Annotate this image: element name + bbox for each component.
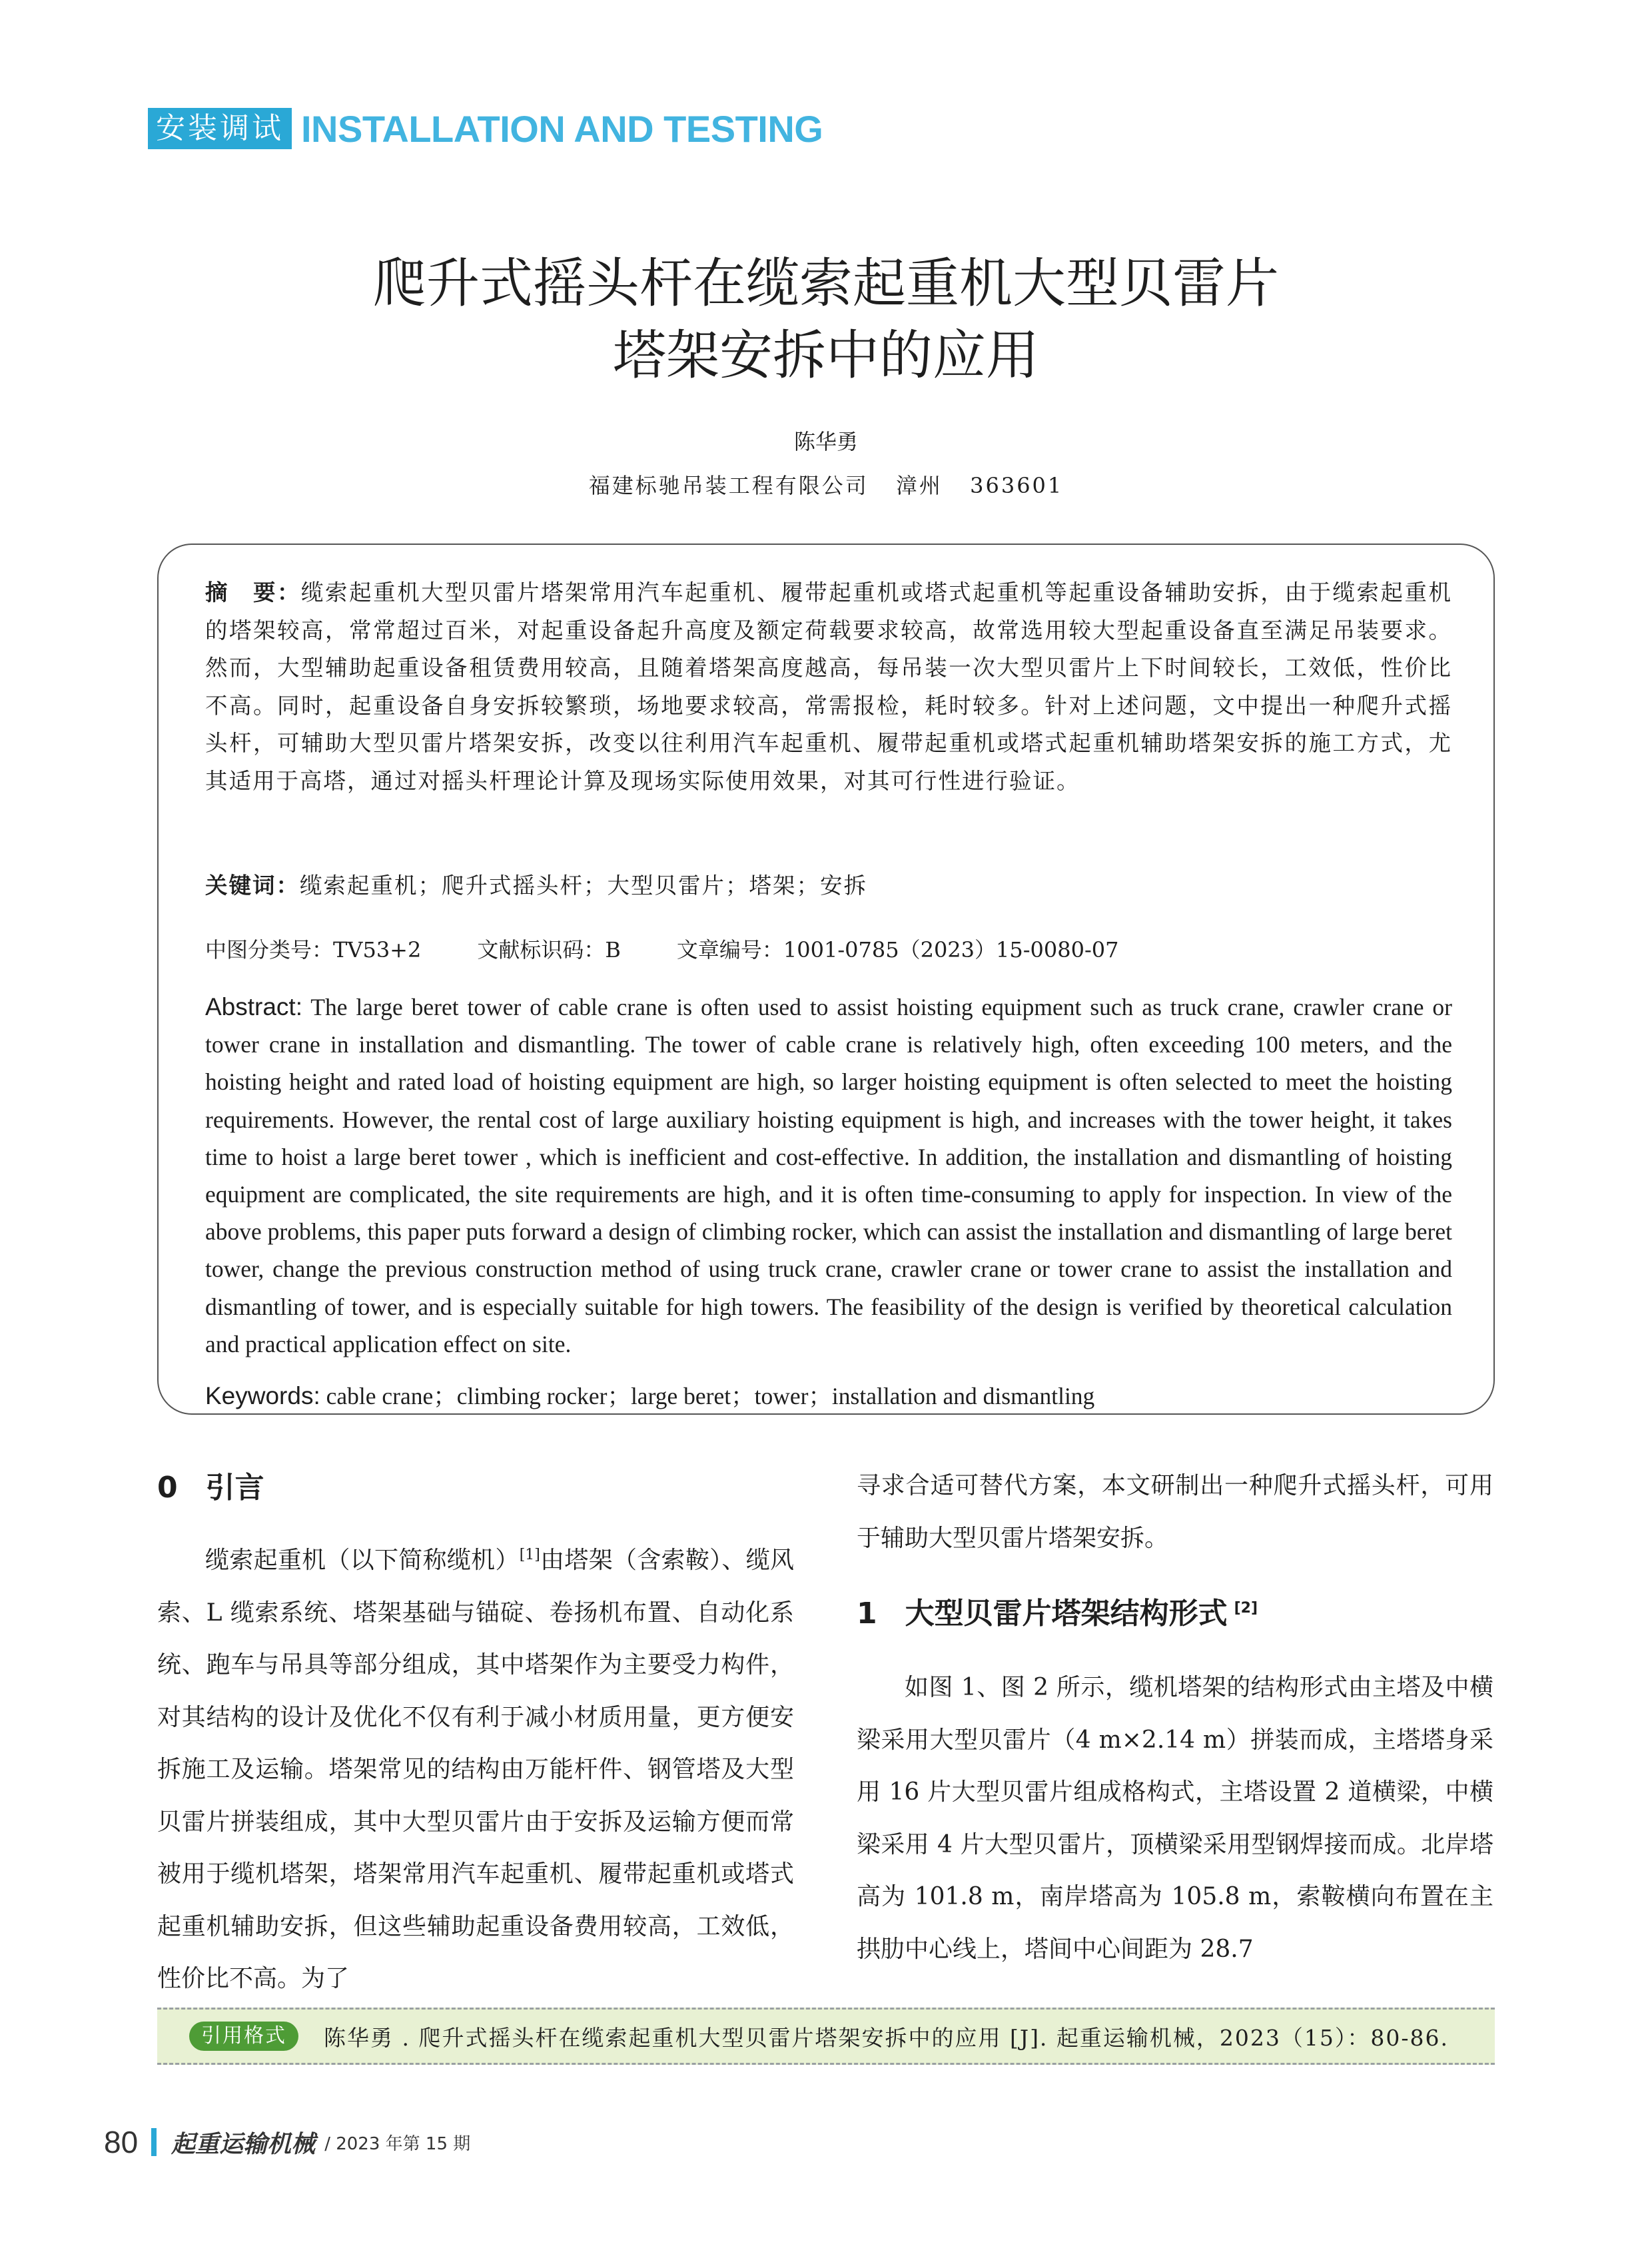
abstract-cn (205, 574, 1452, 800)
section-header (148, 108, 823, 149)
page-number: 80 (104, 2125, 139, 2159)
keywords-en (205, 1377, 1452, 1415)
affiliation-postcode: 363601 (970, 473, 1064, 498)
keywords-cn (205, 867, 1452, 905)
section-0-number: 0 (157, 1471, 178, 1505)
clc-number: 中图分类号：TV53+2 (205, 937, 422, 962)
right-column (857, 1460, 1493, 1976)
section-1-heading (857, 1594, 1493, 1634)
article-number: 文章编号：1001-0785（2023）15-0080-07 (676, 937, 1119, 962)
page-footer (104, 2122, 470, 2162)
citation-text: 陈华勇 . 爬升式摇头杆在缆索起重机大型贝雷片塔架安拆中的应用 [J]. 起重运输机械，2023（15）：80-86. (324, 2024, 1449, 2051)
abstract-en-label: Abstract: (205, 993, 302, 1020)
citation-bar (157, 2008, 1495, 2065)
paragraph-text: 由塔架（含索鞍）、缆风索、L 缆索系统、塔架基础与锚碇、卷扬机布置、自动化系统、跑车与吊具等部分组成，其中塔架作为主要受力构件，对其结构的设计及优化不仅有利于减小材质用量，更方便安拆施工及运输。塔架常见的结构由万能杆件、钢管塔及大型贝雷片拼装组成，其中大型贝雷片由于安拆及运输方便而常被用于缆机塔架，塔架常用汽车起重机、履带起重机或塔式起重机辅助安拆，但这些辅助起重设备费用较高，工效低，性价比不高。为了 (157, 1547, 794, 1992)
section-0-title: 引言 (205, 1471, 264, 1505)
section-1-paragraph: 如图 1、图 2 所示，缆机塔架的结构形式由主塔及中横梁采用大型贝雷片（4 m×2.14 m）拼装而成，主塔塔身采用 16 片大型贝雷片组成格构式，主塔设置 2 道横梁，中横梁采用 4 片大型贝雷片，顶横梁采用型钢焊接而成。北岸塔高为 101.8 m，南岸塔高为 105.8 m，索鞍横向布置在主拱肋中心线上，塔间中心间距为 28.7 (857, 1674, 1493, 1963)
section-0-paragraph-continued: 寻求合适可替代方案，本文研制出一种爬升式摇头杆，可用于辅助大型贝雷片塔架安拆。 (857, 1472, 1493, 1552)
document-code: 文献标识码：B (477, 937, 621, 962)
section-tag-cn: 安装调试 (148, 108, 292, 149)
keywords-cn-text: 缆索起重机；爬升式摇头杆；大型贝雷片；塔架；安拆 (300, 873, 867, 899)
abstract-box (157, 544, 1495, 1415)
keywords-cn-label: 关键词： (205, 873, 300, 899)
paper-title (0, 248, 1652, 392)
section-1-number: 1 (857, 1597, 877, 1631)
author-affiliation (0, 469, 1652, 500)
keywords-en-label: Keywords: (205, 1382, 320, 1409)
section-0-heading (157, 1468, 794, 1508)
author-name: 陈华勇 (793, 429, 858, 454)
abstract-cn-label: 摘 要： (205, 579, 302, 605)
section-1-ref: [2] (1234, 1600, 1258, 1617)
paragraph-text: 缆索起重机（以下简称缆机） (205, 1547, 520, 1574)
keywords-en-text: cable crane；climbing rocker；large beret；tower；installation and dismantling (326, 1383, 1095, 1409)
affiliation-city: 漳州 (895, 473, 943, 498)
journal-name: 起重运输机械 (171, 2129, 316, 2158)
left-column (157, 1468, 794, 2006)
section-1-title: 大型贝雷片塔架结构形式 (905, 1597, 1228, 1631)
footer-divider (151, 2128, 157, 2156)
citation-ref-1: [1] (519, 1547, 540, 1563)
abstract-en (205, 988, 1452, 1363)
title-line-1: 爬升式摇头杆在缆索起重机大型贝雷片 (373, 252, 1279, 314)
issue-info: / 2023 年第 15 期 (324, 2133, 471, 2154)
affiliation-org: 福建标驰吊装工程有限公司 (588, 473, 869, 498)
citation-tag: 引用格式 (189, 2022, 298, 2051)
abstract-en-text: The large beret tower of cable crane is often used to assist hoisting equipment such as truck crane, crawler crane or tower crane in installation and dismantling. The tower of cable crane is relatively high, often exceeding 100 meters, and the hoisting height and rated load of hoisting equipment are high, so larger hoisting equipment is often selected to meet the hoisting requirements. However, the rental cost of large auxiliary hoisting equipment is high, and increases with the tower height, it takes time to hoist a large beret tower , which is inefficient and cost-effective. In addition, the installation and dismantling of hoisting equipment are complicated, the site requirements are high, and it is often time-consuming to apply for inspection. In view of the above problems, this paper puts forward a design of climbing rocker, which can assist the installation and dismantling of large beret tower, change the previous construction method of using truck crane, crawler crane or tower crane to assist the installation and dismantling of tower, and is especially suitable for high towers. The feasibility of the design is verified by theoretical calculation and practical application effect on site. (205, 994, 1452, 1357)
classification-line (205, 931, 1452, 968)
abstract-cn-text: 缆索起重机大型贝雷片塔架常用汽车起重机、履带起重机或塔式起重机等起重设备辅助安拆，由于缆索起重机的塔架较高，常常超过百米，对起重设备起升高度及额定荷载要求较高，故常选用较大型起重设备直至满足吊装要求。然而，大型辅助起重设备租赁费用较高，且随着塔架高度越高，每吊装一次大型贝雷片上下时间较长，工效低，性价比不高。同时，起重设备自身安拆较繁琐，场地要求较高，常需报检，耗时较多。针对上述问题，文中提出一种爬升式摇头杆，可辅助大型贝雷片塔架安拆，改变以往利用汽车起重机、履带起重机或塔式起重机辅助塔架安拆的施工方式，尤其适用于高塔，通过对摇头杆理论计算及现场实际使用效果，对其可行性进行验证。 (205, 579, 1453, 794)
section-tag-en: INSTALLATION AND TESTING (301, 107, 823, 150)
section-0-paragraph (157, 1535, 794, 2006)
title-line-2: 塔架安拆中的应用 (613, 324, 1039, 386)
